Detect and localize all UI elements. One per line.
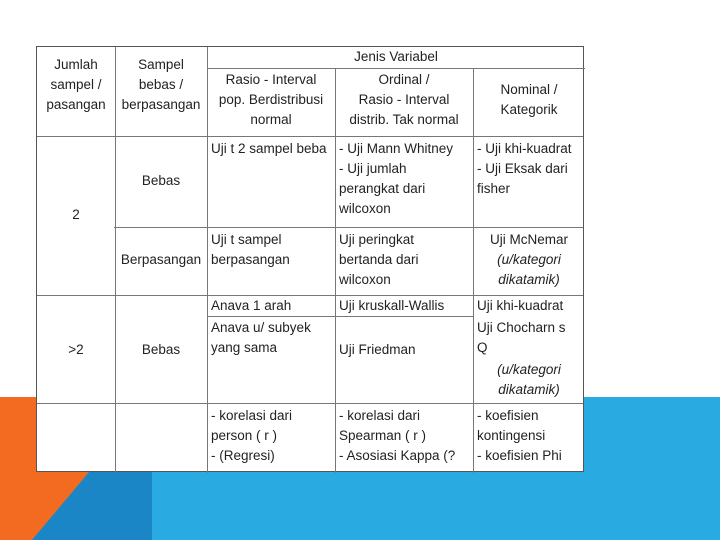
statistics-test-table — [36, 46, 584, 472]
header-nominal: Nominal / Kategorik — [500, 82, 558, 117]
cell-rasio-anava-subyek: Anava u/ subyek yang sama — [211, 320, 311, 355]
header-jumlah-sampel: Jumlah sampel / pasangan — [46, 57, 106, 112]
header-ordinal: Ordinal / Rasio - Interval distrib. Tak normal — [349, 72, 459, 127]
table-row — [37, 295, 583, 403]
header-sampel-bebas: Sampel bebas / berpasangan — [121, 57, 201, 112]
table-row — [37, 403, 583, 473]
table-row — [37, 136, 583, 227]
cell-rasio-korelasi: - korelasi dari person ( r ) - (Regresi) — [211, 408, 293, 463]
cell-nominal-khi: Uji khi-kuadrat — [477, 298, 564, 313]
cell-nominal-note: (u/kategori dikatamik) — [497, 252, 561, 287]
cell-rasio: Uji t sampel berpasangan — [211, 232, 290, 267]
cell-nominal-koefisien: - koefisien kontingensi - koefisien Phi — [477, 408, 562, 463]
cell-jumlah-2: 2 — [72, 207, 80, 222]
cell-ordinal: - Uji Mann Whitney - Uji jumlah perangkat dari wilcoxon — [339, 141, 454, 216]
header-jenis-variabel: Jenis Variabel — [354, 49, 438, 64]
cell-sampel-berpasangan: Berpasangan — [120, 252, 202, 267]
cell-nominal: - Uji khi-kuadrat - Uji Eksak dari fisher — [477, 141, 572, 196]
cell-rasio-anava: Anava 1 arah — [211, 298, 292, 313]
cell-nominal: Uji McNemar — [489, 232, 568, 247]
table-header-row — [37, 47, 583, 136]
cell-nominal-cochran: Uji Chocharn s Q — [477, 320, 566, 355]
cell-rasio: Uji t 2 sampel beba — [211, 141, 327, 156]
cell-ordinal: Uji peringkat bertanda dari wilcoxon — [339, 232, 419, 287]
cell-ordinal-korelasi: - korelasi dari Spearman ( r ) - Asosiasi Kappa (? — [339, 408, 456, 463]
cell-sampel-bebas: Bebas — [141, 342, 181, 357]
cell-nominal-note: (u/kategori dikatamik) — [497, 362, 561, 397]
cell-ordinal-friedman: Uji Friedman — [339, 342, 416, 357]
cell-jumlah-more-than-2: >2 — [68, 342, 84, 357]
cell-ordinal-kruskall: Uji kruskall-Wallis — [339, 298, 445, 313]
cell-sampel-bebas: Bebas — [141, 173, 181, 188]
header-rasio-interval: Rasio - Interval pop. Berdistribusi normal — [218, 72, 324, 127]
table-row — [37, 227, 583, 295]
